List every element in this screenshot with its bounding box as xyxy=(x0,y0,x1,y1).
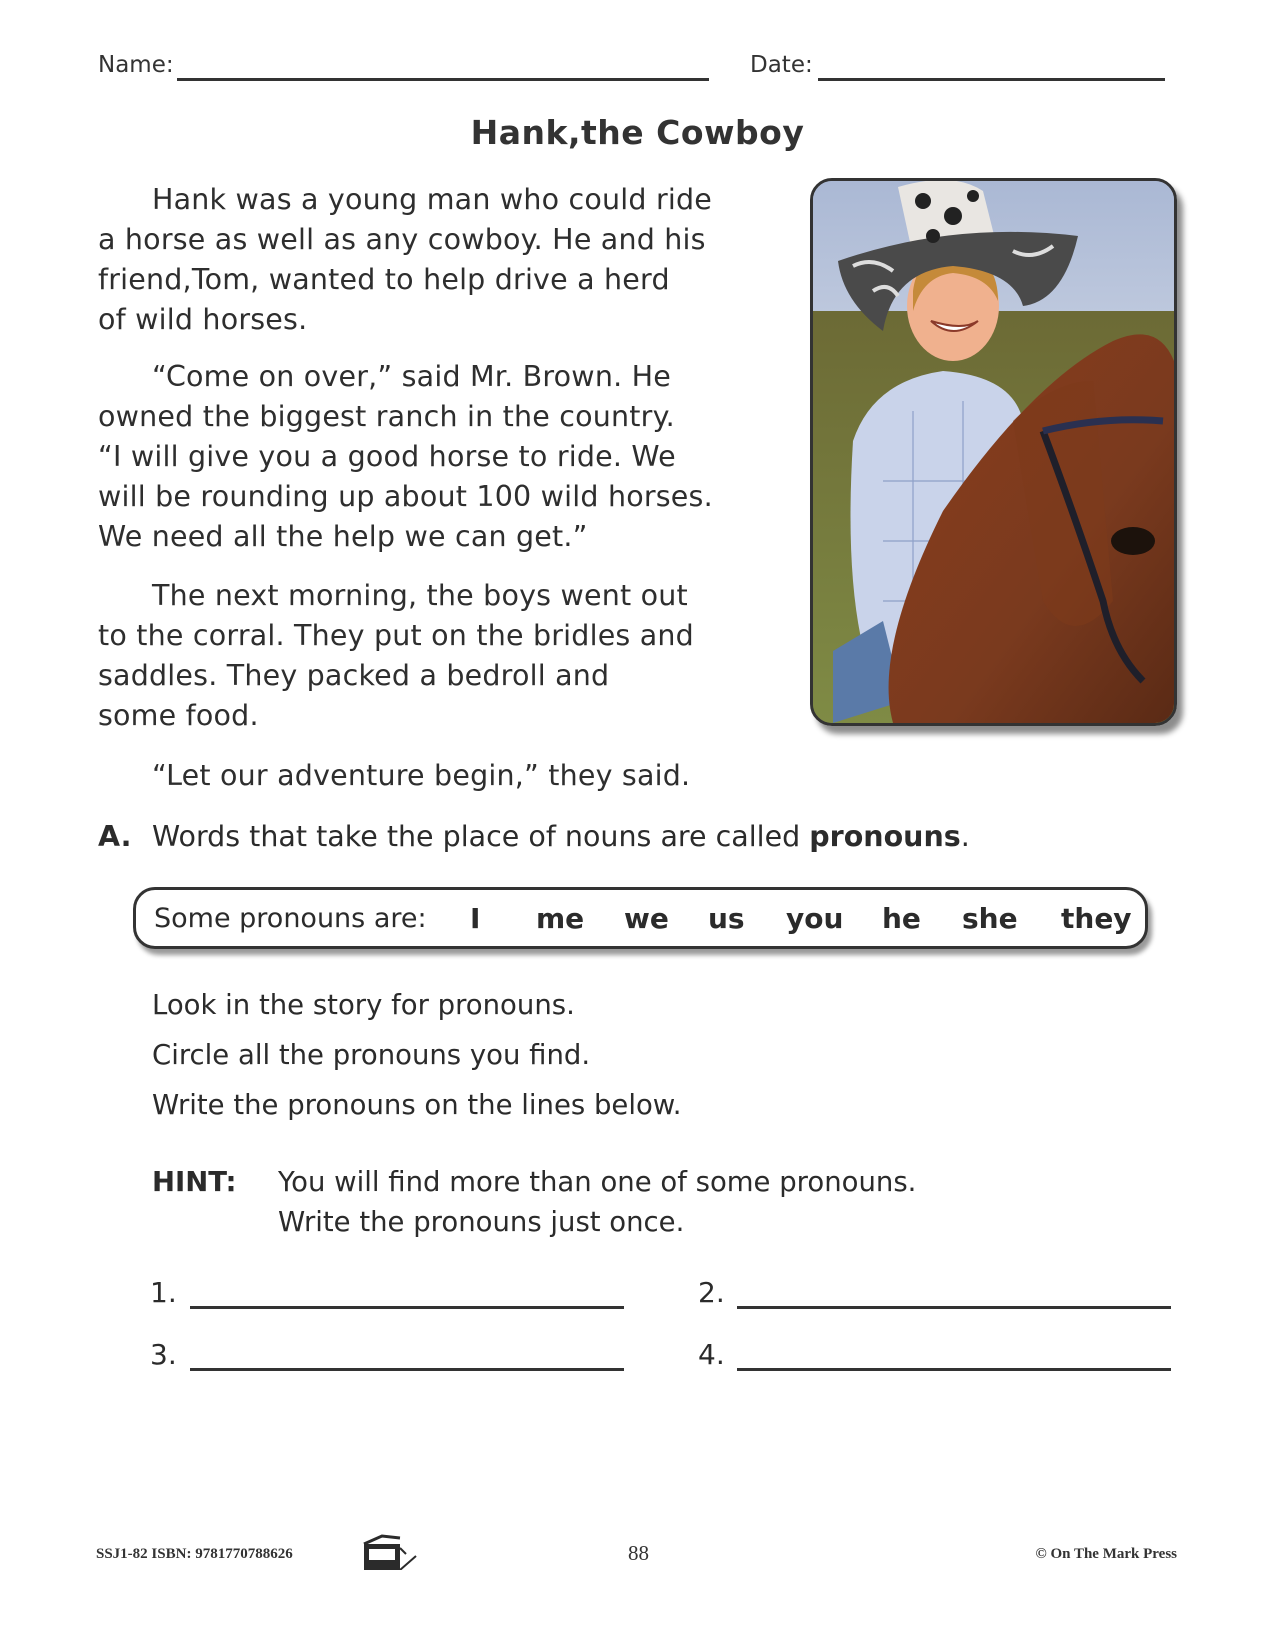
pronoun-word: he xyxy=(882,902,921,935)
footer-copyright: © On The Mark Press xyxy=(1035,1546,1177,1562)
question-a-end: . xyxy=(960,820,970,853)
name-label: Name: xyxy=(98,52,174,78)
question-a-text xyxy=(152,820,970,853)
question-a-keyword: pronouns xyxy=(809,820,961,853)
date-label: Date: xyxy=(750,52,813,78)
story-line: owned the biggest ranch in the country. xyxy=(98,400,675,433)
answer-field-1[interactable] xyxy=(190,1306,624,1309)
date-field[interactable] xyxy=(818,78,1165,81)
question-a-label: A. xyxy=(98,820,132,853)
story-line: “Let our adventure begin,” they said. xyxy=(152,759,691,792)
page-title: Hank,the Cowboy xyxy=(470,113,805,152)
story-line: “Come on over,” said Mr. Brown. He xyxy=(152,360,671,393)
instruction-line: Circle all the pronouns you find. xyxy=(152,1039,591,1071)
story-line: to the corral. They put on the bridles and xyxy=(98,619,694,652)
hint-label: HINT: xyxy=(152,1166,237,1198)
answer-number: 3. xyxy=(150,1338,177,1371)
page-number: 88 xyxy=(628,1541,649,1565)
hint-line: Write the pronouns just once. xyxy=(278,1206,685,1238)
pronoun-word: me xyxy=(536,902,585,935)
story-line: will be rounding up about 100 wild horses. xyxy=(98,480,713,513)
name-field[interactable] xyxy=(177,78,709,81)
story-line: friend,Tom, wanted to help drive a herd xyxy=(98,263,670,296)
answer-field-2[interactable] xyxy=(737,1306,1171,1309)
pronoun-word: you xyxy=(786,902,844,935)
pronoun-box-intro: Some pronouns are: xyxy=(154,903,427,934)
pronoun-word: they xyxy=(1061,902,1132,935)
question-a-body: Words that take the place of nouns are called xyxy=(152,820,810,853)
photo-illustration-icon xyxy=(813,181,1174,723)
pronoun-box xyxy=(133,887,1148,949)
story-line: Hank was a young man who could ride xyxy=(152,183,713,216)
answer-field-4[interactable] xyxy=(737,1368,1171,1371)
answer-field-3[interactable] xyxy=(190,1368,624,1371)
story-line: of wild horses. xyxy=(98,303,308,336)
story-line: We need all the help we can get.” xyxy=(98,520,588,553)
pronoun-word: I xyxy=(470,902,481,935)
footer-isbn: SSJ1-82 ISBN: 9781770788626 xyxy=(96,1546,293,1562)
story-line: a horse as well as any cowboy. He and his xyxy=(98,223,706,256)
instruction-line: Write the pronouns on the lines below. xyxy=(152,1089,682,1121)
pronoun-word: she xyxy=(962,902,1018,935)
story-line: saddles. They packed a bedroll and xyxy=(98,659,610,692)
photo-boy-on-horse xyxy=(810,178,1177,726)
photocopier-icon xyxy=(360,1534,420,1570)
answer-number: 4. xyxy=(698,1338,725,1371)
story-line: some food. xyxy=(98,699,259,732)
instruction-line: Look in the story for pronouns. xyxy=(152,989,575,1021)
story-line: “I will give you a good horse to ride. We xyxy=(98,440,676,473)
story-line: The next morning, the boys went out xyxy=(152,579,688,612)
answer-number: 1. xyxy=(150,1276,177,1309)
pronoun-word: us xyxy=(708,902,745,935)
answer-number: 2. xyxy=(698,1276,725,1309)
hint-line: You will find more than one of some pronouns. xyxy=(278,1166,917,1198)
pronoun-word: we xyxy=(624,902,669,935)
